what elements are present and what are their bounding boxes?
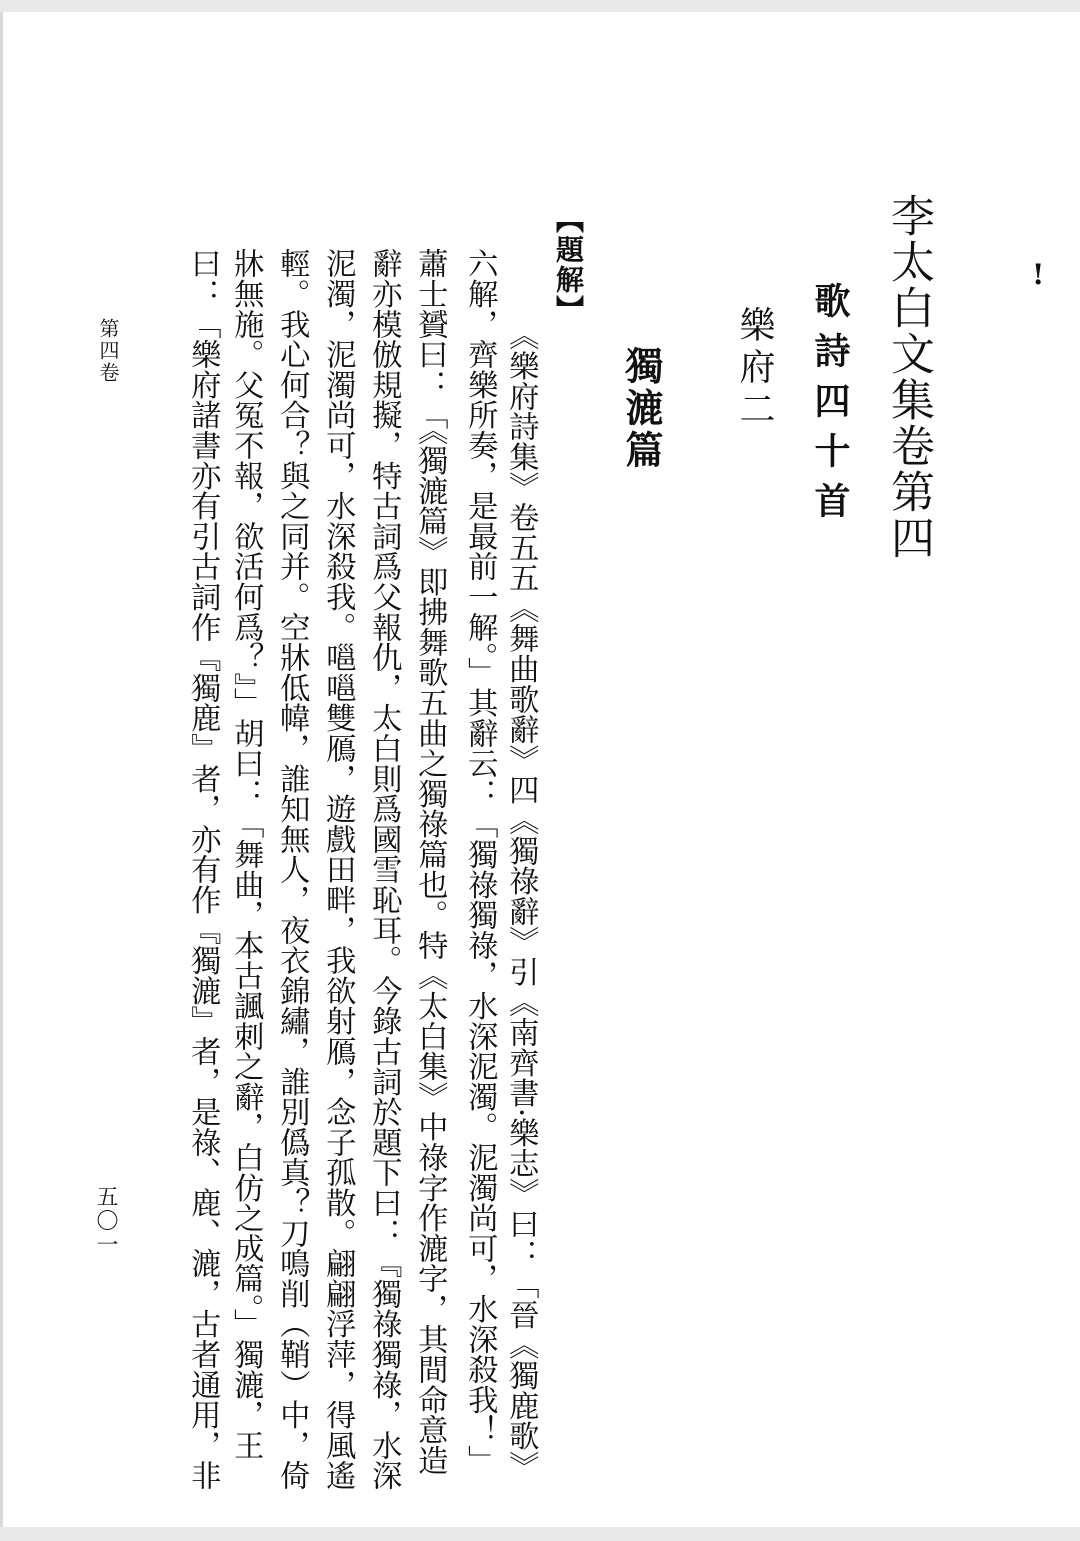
body-line: 蕭士贇曰：「《獨漉篇》即拂舞歌五曲之獨祿篇也。特《太白集》中祿字作漉字，其間命意造: [412, 248, 448, 1476]
commentary-label: 【題解】: [552, 205, 585, 325]
subtitle: 歌詩四十首: [809, 282, 851, 532]
body-line: 牀無施。父冤不報，欲活何爲？』」胡曰：「舞曲，本古諷刺之辭，白仿之成篇。」獨漉，王: [228, 248, 264, 1460]
body-line: 泥濁，泥濁尚可，水深殺我。嗈嗈雙鴈，遊戲田畔，我欲射鴈，念子孤散。翩翩浮萍，得風遙: [320, 248, 356, 1491]
body-line: 辭亦模倣規擬，特古詞爲父報仇，太白則爲國雪恥耳。今錄古詞於題下曰：『獨祿獨祿，水深: [366, 248, 402, 1491]
scan-top-edge: [0, 0, 1080, 12]
body-line: 六解，齊樂所奏，是最前一解。」其辭云：「獨祿獨祿，水深泥濁。泥濁尚可，水深殺我！」: [462, 248, 498, 1476]
page-number: 五〇一: [93, 1185, 118, 1257]
poem-title: 獨漉篇: [619, 346, 664, 472]
body-line: 曰：「樂府諸書亦有引古詞作『獨鹿』者，亦有作『獨漉』者，是祿、鹿、漉，古者通用，非: [185, 248, 221, 1491]
running-head: 第四卷: [96, 318, 120, 384]
body-line: 《樂府詩集》卷五五《舞曲歌辭》四《獨祿辭》引《南齊書·樂志》曰：「晉《獨鹿歌》: [503, 320, 539, 1482]
scan-left-edge: [0, 12, 3, 1527]
scan-bottom-edge: [0, 1527, 1080, 1541]
body-line: 輕。我心何合？與之同并。空牀低幃，誰知無人，夜衣錦繡，誰別僞真？刀鳴削（鞘）中，倚: [274, 248, 310, 1491]
book-title: 李太白文集卷第四: [883, 193, 934, 561]
section-heading: 樂府二: [734, 306, 775, 432]
margin-mark: !: [1032, 258, 1045, 291]
